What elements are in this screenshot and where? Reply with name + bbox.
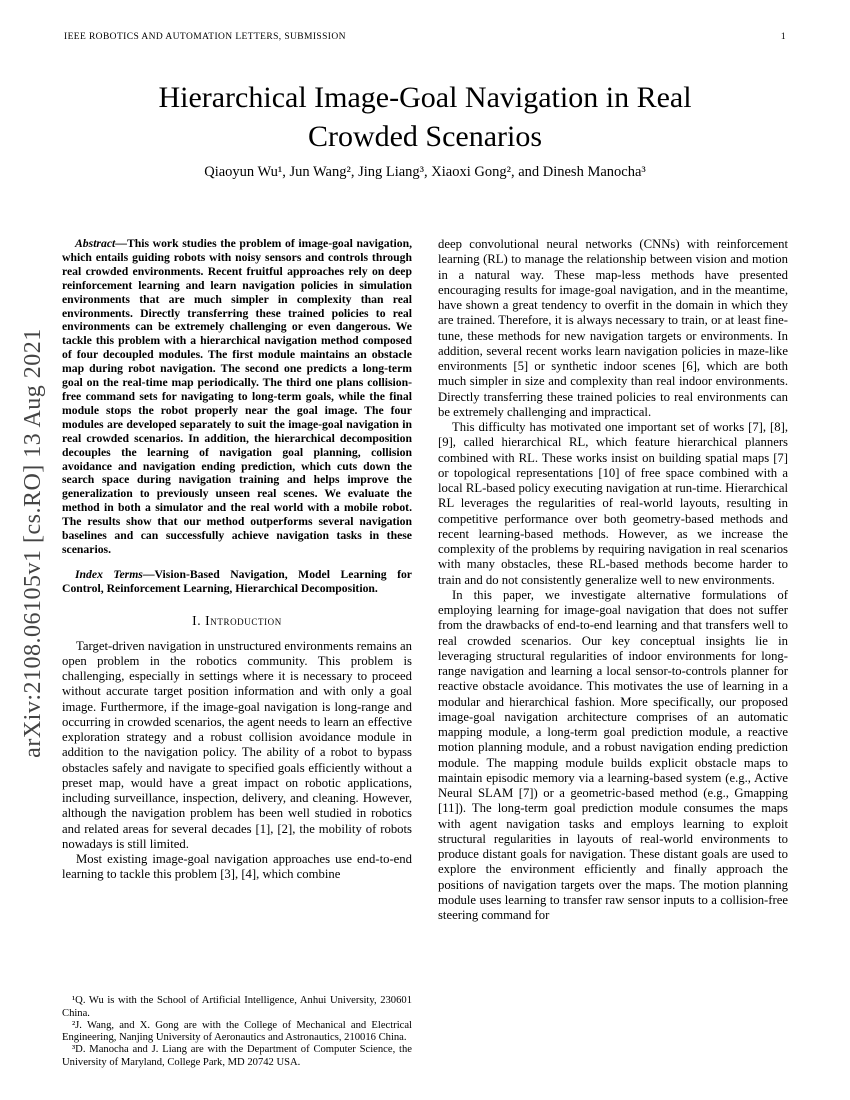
footnote-3: ³D. Manocha and J. Liang are with the Department of Computer Science, the University of Maryland, College Park, MD 20742 USA. (62, 1044, 412, 1068)
page-number: 1 (780, 32, 786, 42)
intro-paragraph-2: Most existing image-goal navigation approaches use end-to-end learning to tackle this problem [3], [4], which combine (62, 852, 412, 882)
footnote-1: ¹Q. Wu is with the School of Artificial Intelligence, Anhui University, 230601 China. (62, 995, 412, 1019)
authors-line: Qiaoyun Wu¹, Jun Wang², Jing Liang³, Xiaoxi Gong², and Dinesh Manocha³ (204, 164, 646, 180)
section-heading-introduction: I. Introduction (192, 612, 282, 628)
right-paragraph-1: deep convolutional neural networks (CNNs) with reinforcement learning (RL) to manage the relationship between vision and motion in a natural way. These map-less methods have presented encouraging results for image-goal navigation, and in the meantime, have shown a great tendency to overfit in the domain in which they are trained. Therefore, it is always necessary to train, or at least fine-tune, these methods for new navigation targets or environments. In addition, several recent works learn navigation policies in maze-like environments [5] or synthetic indoor scenes [6], which are both much simpler in size and complexity than real indoor environments. Directly transferring these trained policies to real environments can be extremely challenging and impractical. (438, 237, 788, 419)
index-terms-paragraph (62, 568, 412, 596)
paper-title-line2: Crowded Scenarios (307, 120, 543, 153)
index-terms-text: —Vision-Based Navigation, Model Learning for Control, Reinforcement Learning, Hierarchical Decomposition. (62, 567, 412, 595)
paper-title (60, 78, 790, 156)
left-column (62, 237, 412, 1069)
abstract-text: —This work studies the problem of image-goal navigation, which entails guiding robots with noisy sensors and controls through real crowded environments. Recent fruitful approaches rely on deep reinforcement learning and learn navigation policies in simulation environments that are much simpler in complexity than real environments. Directly transferring these trained policies to real environments can be extremely challenging or even dangerous. We tackle this problem with a hierarchical navigation method composed of four decoupled modules. The first module maintains an obstacle map during robot navigation. The second one predicts a long-term goal on the real-time map periodically. The third one plans collision-free command sets for navigating to long-term goals, while the final module stops the robot properly near the goal image. The four modules are developed separately to suit the image-goal navigation in real crowded scenarios. In addition, the hierarchical decomposition decouples the learning of navigation goal planning, collision avoidance and navigation ending prediction, which cuts down the search space during navigation training and helps improve the generalization to previously unseen real scenes. We evaluate the method in both a simulator and the real world with a mobile robot. The results show that our method outperforms several navigation baselines and can successfully achieve navigation tasks in these scenarios. (62, 237, 412, 556)
author-footnotes (62, 989, 412, 1069)
two-column-body (62, 237, 788, 1069)
running-header (64, 32, 786, 42)
abstract-paragraph (62, 237, 412, 557)
intro-paragraph-1: Target-driven navigation in unstructured environments remains an open problem in the robotics community. This problem is challenging, especially in settings where it is necessary to proceed without accurate target position information and with only a goal image. Furthermore, if the image-goal navigation is long-range and occurring in crowded scenarios, the agent needs to learn an effective exploration strategy and a robust collision avoidance module in addition to the navigation policy. The ability of a robot to bypass obstacles safely and navigate to specified goals efficiently without a preset map, would have a great impact on robotic applications, including surveillance, inspection, delivery, and cleaning. However, although the navigation problem has been well studied in robotics and related areas for several decades [1], [2], the mobility of robots nowadays is still limited. (62, 638, 412, 851)
journal-header: IEEE ROBOTICS AND AUTOMATION LETTERS, SUBMISSION (64, 32, 346, 42)
abstract-lead: Abstract (75, 237, 116, 250)
footnote-2: ²J. Wang, and X. Gong are with the College of Mechanical and Electrical Engineering, Nanjing University of Aeronautics and Astronautics, 210016 China. (62, 1019, 412, 1044)
right-paragraph-2: This difficulty has motivated one important set of works [7], [8], [9], called hierarchical RL, which feature hierarchical planners combined with RL. These works insist on building spatial maps [7] or topological representations [10] of free space combined with a local RL-based policy executing navigation at run-time. Hierarchical RL leverages the regularities of real-world layouts, resulting in competitive performance over both geometry-based methods and recent learning-based methods. However, as we increase the complexity of the problems by requiring navigation in real scenarios with many obstacles, these RL-based methods become harder to train and do not consistently generalize well to new environments. (438, 420, 788, 587)
right-column (438, 237, 788, 1069)
right-paragraph-3: In this paper, we investigate alternative formulations of employing learning for image-goal navigation that does not suffer from the drawbacks of end-to-end learning and that transfers well to real crowded scenarios. Our key conceptual insights lie in leveraging structural regularities of indoor environments for long-range navigation and learning a local sensor-to-controls planner for reactive obstacle avoidance. This motivates the use of learning in a modular and hierarchical fashion. More specifically, our proposed image-goal navigation architecture comprises of an automatic mapping module, a long-term goal prediction module, a reactive motion planning module, and a robust navigation ending prediction module. The mapping module builds explicit obstacle maps to maintain episodic memory via a learning-based system (e.g., Active Neural SLAM [7]) or a geometric-based method (e.g., Gmapping [11]). The long-term goal prediction module consumes the maps with agent navigation tasks and employs learning to exploit structural regularities in layouts of real-world environments to produce distant goals for navigation. These distant goals are used to explore the environment efficiently and finally approach the positions of navigation targets over the maps. The motion planning module uses learning to transfer raw sensor inputs to a collision-free steering command for (438, 587, 788, 922)
arxiv-watermark: arXiv:2108.06105v1 [cs.RO] 13 Aug 2021 (20, 328, 46, 758)
paper-title-line1: Hierarchical Image-Goal Navigation in Real (158, 81, 692, 114)
index-terms-lead: Index Terms (75, 567, 143, 581)
